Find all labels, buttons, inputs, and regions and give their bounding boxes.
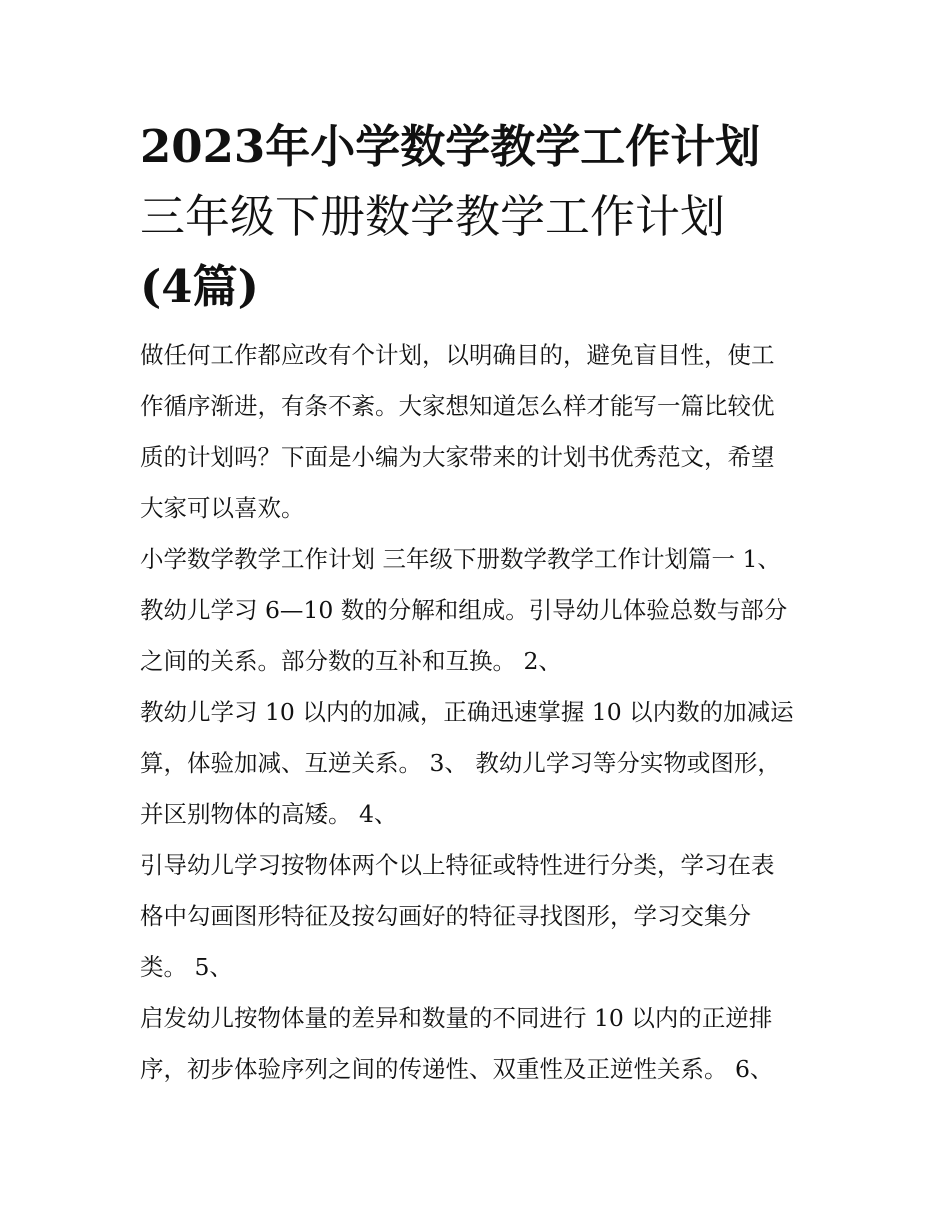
body-line: 大家可以喜欢。 bbox=[140, 494, 305, 522]
body-line: 类。 5、 bbox=[140, 953, 233, 981]
body-line: 小学数学教学工作计划 三年级下册数学教学工作计划篇一 1、 bbox=[140, 545, 781, 573]
body-line: 教幼儿学习 10 以内的加减，正确迅速掌握 10 以内数的加减运 bbox=[140, 698, 794, 726]
body-line: 引导幼儿学习按物体两个以上特征或特性进行分类，学习在表 bbox=[140, 851, 775, 879]
title-line-2: 三年级下册数学教学工作计划 bbox=[140, 190, 726, 243]
body-line: 作循序渐进，有条不紊。大家想知道怎么样才能写一篇比较优 bbox=[140, 392, 775, 420]
body-line: 格中勾画图形特征及按勾画好的特征寻找图形，学习交集分 bbox=[140, 902, 751, 930]
body-line: 做任何工作都应改有个计划，以明确目的，避免盲目性，使工 bbox=[140, 341, 775, 369]
document-body bbox=[140, 330, 812, 1095]
title-line-1: 2023年小学数学教学工作计划 bbox=[140, 120, 761, 173]
body-line: 质的计划吗？下面是小编为大家带来的计划书优秀范文，希望 bbox=[140, 443, 775, 471]
body-line: 序，初步体验序列之间的传递性、双重性及正逆性关系。 6、 bbox=[140, 1055, 774, 1083]
body-line: 并区别物体的高矮。 4、 bbox=[140, 800, 398, 828]
body-line: 算，体验加减、互逆关系。 3、 教幼儿学习等分实物或图形， bbox=[140, 749, 781, 777]
body-line: 教幼儿学习 6—10 数的分解和组成。引导幼儿体验总数与部分 bbox=[140, 596, 788, 624]
body-line: 启发幼儿按物体量的差异和数量的不同进行 10 以内的正逆排 bbox=[140, 1004, 773, 1032]
body-line: 之间的关系。部分数的互补和互换。 2、 bbox=[140, 647, 562, 675]
title-line-3: (4篇) bbox=[140, 260, 259, 313]
document-title bbox=[140, 112, 812, 322]
document-page bbox=[140, 112, 812, 1095]
